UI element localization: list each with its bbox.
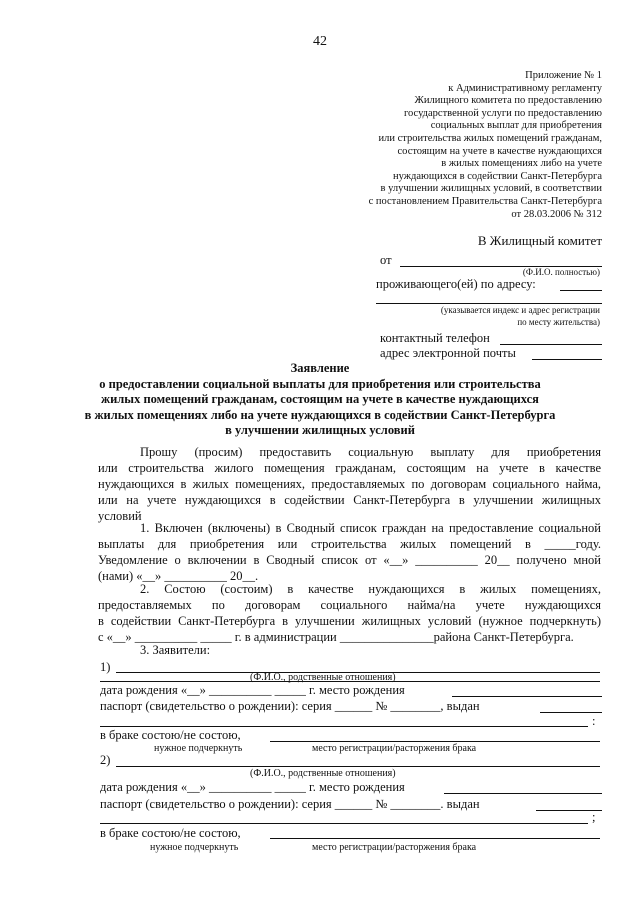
title-line: в улучшении жилищных условий [225, 423, 415, 437]
passport-line: паспорт (свидетельство о рождении): серия ______ № ________. выдан [100, 797, 480, 811]
applicant-fio-hint: (Ф.И.О., родственные отношения) [250, 768, 396, 779]
line-end-mark: ; [592, 810, 596, 824]
marital-status[interactable]: в браке состою/не состою, [100, 728, 241, 742]
address-label: проживающего(ей) по адресу: [376, 277, 536, 291]
appendix-line: нуждающихся в содействии Санкт-Петербурга [393, 170, 602, 182]
text-line: нуждающихся в жилых помещениях, предоставляемых по договорам социального найма, [98, 477, 601, 491]
applicant-fio-hint: (Ф.И.О., родственные отношения) [250, 672, 396, 683]
title-line: Заявление [290, 361, 350, 375]
applicant-fio-field[interactable] [116, 766, 600, 767]
line-end-mark: : [592, 714, 596, 728]
appendix-line: Жилищного комитета по предоставлению [414, 95, 602, 107]
text-line: предоставляемых по договорам социального найма/на учете нуждающихся [98, 598, 601, 612]
birthplace-field[interactable] [452, 696, 602, 697]
passport-extra-field[interactable] [100, 726, 588, 727]
addressee: В Жилищный комитет [477, 233, 602, 248]
birth-line: дата рождения «__» __________ _____ г. место рождения [100, 780, 405, 794]
text-line: Прошу (просим) предоставить социальную выплату для приобретения [140, 445, 601, 459]
appendix-line: состоящим на учете в качестве нуждающихся [397, 145, 602, 157]
passport-line: паспорт (свидетельство о рождении): серия ______ № ________, выдан [100, 699, 480, 713]
appendix-line: к Административному регламенту [448, 82, 602, 94]
appendix-line: государственной услуги по предоставлению [404, 107, 602, 119]
text-line: выплаты для приобретения или строительства жилых помещений в _____году. [98, 537, 601, 551]
email-field[interactable] [532, 359, 602, 360]
email-label: адрес электронной почты [380, 346, 516, 360]
applicant-number: 2) [100, 753, 111, 767]
passport-issued-field[interactable] [540, 712, 602, 713]
birth-line: дата рождения «__» __________ _____ г. место рождения [100, 683, 405, 697]
text-line: или строительства жилого помещения гражданам, состоящим на учете в качестве [98, 461, 601, 475]
appendix-line: в улучшении жилищных условий, в соответствии [380, 183, 602, 195]
address-field-1[interactable] [560, 290, 602, 291]
marriage-place-field[interactable] [270, 838, 600, 839]
title-line: о предоставлении социальной выплаты для приобретения или строительства [99, 376, 541, 391]
appendix-line: или строительства жилых помещений гражданам, [378, 132, 602, 144]
appendix-line: в жилых помещениях либо на учете [441, 158, 602, 170]
passport-extra-field[interactable] [100, 823, 588, 824]
appendix-line: от 28.03.2006 № 312 [511, 208, 602, 220]
title-line: в жилых помещениях либо на учете нуждающихся в содействии Санкт-Петербурга [84, 407, 556, 422]
address-hint-2: по месту жительства) [517, 317, 600, 327]
page-number: 42 [313, 34, 327, 49]
appendix-line: Приложение № 1 [525, 70, 602, 81]
text-line: или на учете нуждающихся в содействии Санкт-Петербурга в улучшении жилищных [98, 493, 601, 507]
text-line: 2. Состою (состоим) в качестве нуждающихся в жилых помещениях, [140, 582, 601, 596]
paragraph-list-inclusion [98, 520, 601, 584]
appendix-line: социальных выплат для приобретения [430, 120, 602, 132]
title-line: жилых помещений гражданам, состоящим на учете в качестве нуждающихся [101, 392, 539, 406]
from-label: от [380, 253, 392, 267]
paragraph-registration [98, 581, 601, 645]
address-field-2[interactable] [376, 303, 602, 304]
underline-hint: нужное подчеркнуть [154, 743, 243, 754]
phone-field[interactable] [500, 344, 602, 345]
text-line: в содействии Санкт-Петербурга в улучшении жилищных условий (нужное подчеркнуть) [98, 614, 601, 628]
marriage-place-hint: место регистрации/расторжения брака [312, 842, 477, 853]
text-line: (нами) «__» __________ 20__. [98, 569, 259, 583]
separator-line [100, 681, 600, 682]
text-line: с «__» __________ _____ г. в администрации _______________района Санкт-Петербурга. [98, 630, 574, 644]
paragraph-request [98, 444, 601, 524]
text-line: условий [98, 509, 142, 523]
marital-status[interactable]: в браке состою/не состою, [100, 826, 241, 840]
birthplace-field[interactable] [444, 793, 602, 794]
address-hint-1: (указывается индекс и адрес регистрации [440, 305, 600, 315]
phone-label: контактный телефон [380, 331, 490, 345]
applicant-number: 1) [100, 660, 111, 674]
appendix-line: с постановлением Правительства Санкт-Петербурга [368, 195, 602, 207]
text-line: Уведомление о включении в Сводный список от «__» __________ 20__ получено мной [98, 553, 601, 567]
applicants-label: 3. Заявители: [140, 643, 211, 657]
appendix-note [272, 70, 602, 221]
fio-hint: (Ф.И.О. полностью) [522, 267, 600, 277]
marriage-place-field[interactable] [270, 741, 600, 742]
text-line: 1. Включен (включены) в Сводный список граждан на предоставление социальной [140, 521, 601, 535]
document-title [0, 361, 640, 439]
marriage-place-hint: место регистрации/расторжения брака [312, 743, 477, 754]
underline-hint: нужное подчеркнуть [150, 842, 239, 853]
